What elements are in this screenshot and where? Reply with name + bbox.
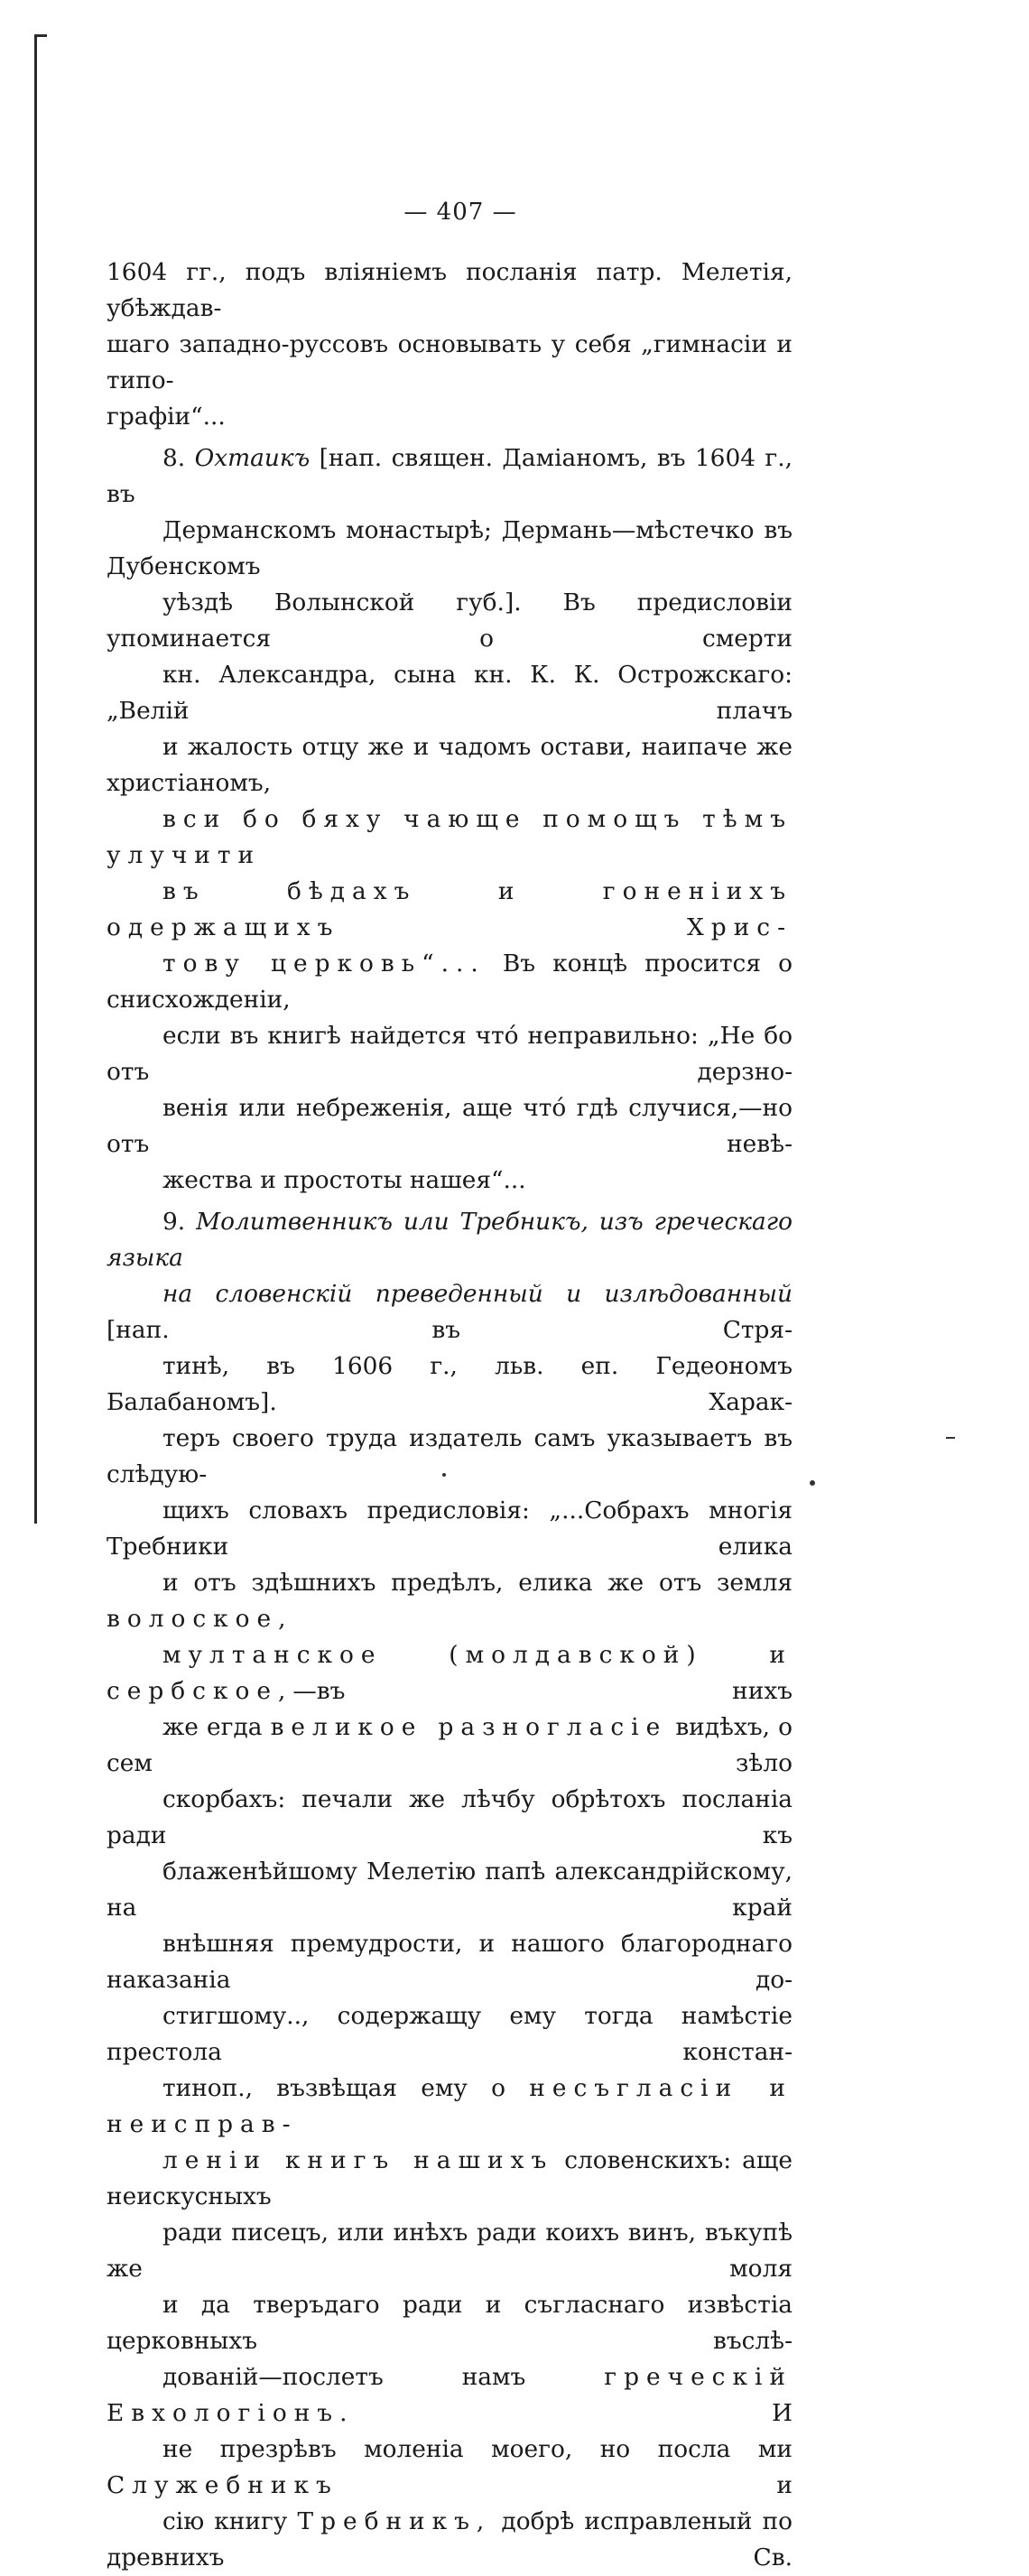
text-line: и жалость отцу же и чадомъ остави, наипаче же христіаномъ, [107, 733, 793, 797]
text-line: внѣшняя премудрости, и нашого благороднаго наказаніа до- [107, 1930, 793, 1994]
text-line: скорбахъ: печали же лѣчбу обрѣтохъ посланіа ради къ [107, 1785, 793, 1849]
text-fragment-spaced: Служебникъ [107, 2471, 338, 2499]
text-line [107, 1565, 793, 1637]
page-edge-tick [34, 34, 47, 37]
text-fragment: тиноп., възвѣщая ему о [162, 2074, 506, 2102]
item-number: 8. [162, 444, 186, 472]
text-fragment: и отъ здѣшнихъ предѣлъ, елика же отъ земля [162, 1569, 793, 1597]
scan-speck [810, 1480, 815, 1486]
text-line: Дерманскомъ монастырѣ; Дермань—мѣстечко въ Дубенскомъ [107, 516, 793, 580]
body-text [107, 255, 793, 2576]
text-line [107, 2071, 793, 2143]
text-fragment-spaced: Требникъ, [297, 2507, 492, 2535]
page-number: — 407 — [403, 199, 517, 226]
text-fragment-spaced: греческій Евхологіонъ. [107, 2363, 793, 2427]
text-line: жества и простоты нашея“... [162, 1166, 526, 1194]
text-fragment: И [771, 2399, 793, 2427]
text-fragment: словенскихъ: аще неискусныхъ [107, 2146, 793, 2210]
scan-speck [946, 1437, 955, 1439]
paragraph-9 [107, 1204, 793, 2576]
item-number: 9. [162, 1208, 186, 1236]
text-fragment-spaced: несъгласіи и неисправ- [107, 2074, 793, 2138]
text-line: 1604 гг., подъ вліяніемъ посланія патр. Мелетія, убѣждав- [107, 258, 793, 322]
scan-speck [442, 1473, 446, 1477]
text-line [107, 2359, 793, 2432]
text-fragment: —въ нихъ [292, 1677, 793, 1705]
page-edge-line [34, 34, 37, 1524]
text-line [107, 440, 793, 513]
text-line [107, 1276, 793, 1348]
text-fragment-spaced: великое разногласіе [270, 1713, 668, 1741]
text-fragment-spaced: тову церковь“... [162, 950, 486, 978]
text-line [107, 2504, 793, 2576]
text-line [107, 1710, 793, 1782]
text-fragment: добрѣ исправленый по древнихъ Св. [107, 2507, 793, 2571]
text-line-spaced: въ бѣдахъ и гоненіихъ одержащихъ Хрис- [107, 877, 793, 941]
text-line [107, 946, 793, 1018]
paragraph-1 [107, 255, 793, 435]
text-fragment: и [776, 2471, 793, 2499]
text-fragment-spaced: мултанское (молдавской) и сербское, [107, 1641, 793, 1705]
text-line [107, 2432, 793, 2504]
text-fragment: [нап. въ Стря- [107, 1316, 793, 1344]
text-fragment-spaced: волоское, [107, 1605, 293, 1633]
book-title: на словенскій преведенный и излѣдованный [162, 1280, 793, 1308]
text-line: стигшому.., содержащу ему тогда намѣстіе престола констан- [107, 2002, 793, 2066]
text-line [107, 1637, 793, 1710]
text-line: блаженѣйшому Мелетію папѣ александрійскому, на край [107, 1858, 793, 1922]
text-fragment: видѣхъ, о сем зѣло [107, 1713, 793, 1777]
text-line: щихъ словахъ предисловія: „...Собрахъ многія Требники елика [107, 1496, 793, 1561]
text-fragment: не презрѣвъ моленіа моего, но посла ми [162, 2435, 793, 2463]
text-line: теръ своего труда издатель самъ указываетъ въ слѣдую- [107, 1424, 793, 1488]
text-line: графіи“... [107, 403, 226, 431]
book-title: Охтаикъ [194, 444, 311, 472]
text-line: если въ книгѣ найдется что́ неправильно: „Не бо отъ дерзно- [107, 1022, 793, 1086]
text-fragment: дованій—послетъ намъ [162, 2363, 526, 2391]
book-title: Молитвенникъ или Требникъ, изъ греческаго языка [107, 1208, 793, 1272]
text-fragment: Въ концѣ просится о снисхожденіи, [107, 950, 793, 1014]
text-line: уѣздѣ Волынской губ.]. Въ предисловіи упоминается о смерти [107, 588, 793, 653]
text-line: ради писецъ, или инѣхъ ради коихъ винъ, въкупѣ же моля [107, 2219, 793, 2283]
paragraph-8 [107, 440, 793, 1199]
text-line: венія или небреженія, аще что́ гдѣ случися,—но отъ невѣ- [107, 1094, 793, 1158]
text-line [107, 2143, 793, 2215]
text-fragment: сію книгу [162, 2507, 288, 2535]
text-line: тинѣ, въ 1606 г., льв. еп. Гедеономъ Балабаномъ]. Харак- [107, 1352, 793, 1416]
text-line: и да тверъдаго ради и съгласнаго извѣстіа церковныхъ въслѣ- [107, 2291, 793, 2355]
text-line-spaced: вси бо бяху чающе помощъ тѣмъ улучити [107, 805, 793, 869]
text-line: кн. Александра, сына кн. К. К. Острожскаго: „Велій плачъ [107, 661, 793, 725]
text-line [107, 1204, 793, 1276]
text-fragment: же егда [162, 1713, 263, 1741]
text-fragment: [нап. священ. Даміаномъ, въ 1604 г., въ [107, 444, 793, 508]
text-line: шаго западно-руссовъ основывать у себя „гимнасіи и типо- [107, 330, 793, 394]
text-fragment-spaced: леніи книгъ нашихъ [162, 2146, 554, 2174]
